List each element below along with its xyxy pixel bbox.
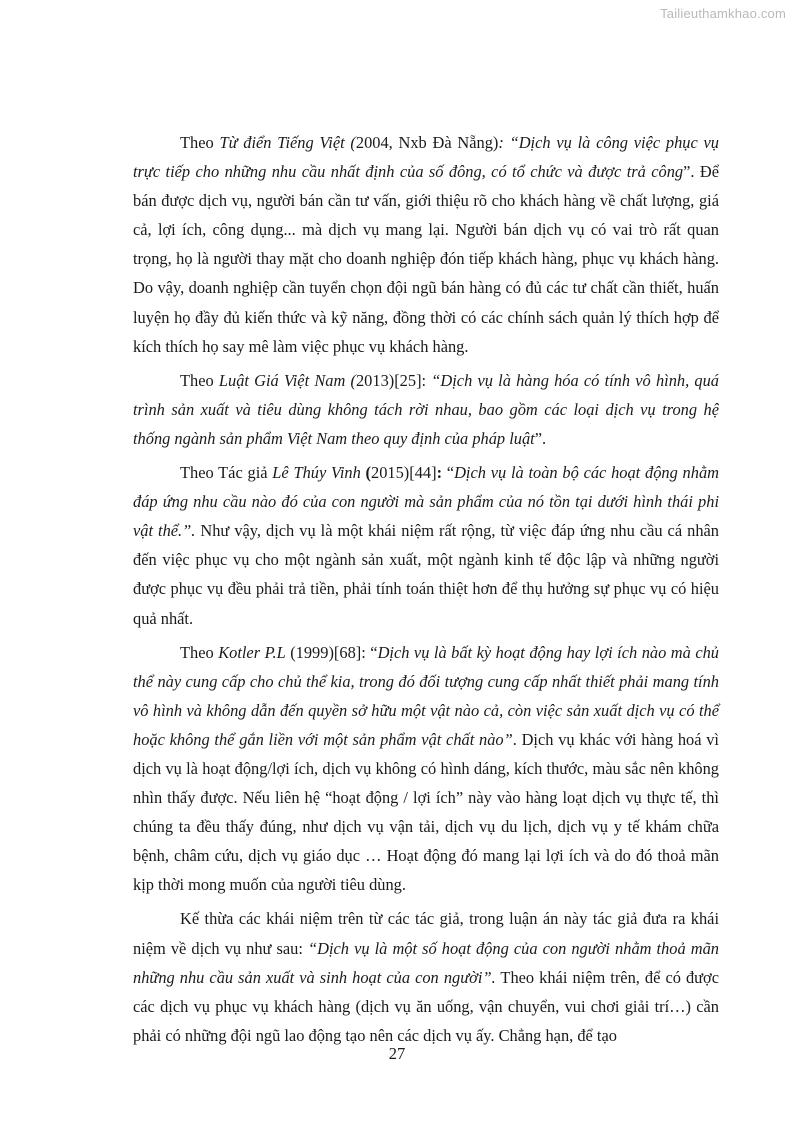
text-segment: Theo	[180, 642, 219, 662]
text-segment: Theo	[180, 370, 219, 390]
text-segment: 2015)[44]	[371, 463, 437, 483]
paragraph-luat-gia	[133, 366, 719, 453]
text-segment: 2004, Nxb Đà Nẵng)	[355, 133, 499, 152]
text-segment: Theo Tác giả	[180, 463, 273, 483]
text-segment: (1999)[68]: “	[285, 642, 378, 662]
watermark: Tailieuthamkhao.com	[660, 6, 786, 21]
italic-text-segment: Lê Thúy Vinh	[272, 463, 361, 483]
italic-text-segment: : “Dịch vụ là công việc phục vụ trực tiếp cho những nhu cầu nhất định của số đông, có tổ chức và được trả công	[133, 133, 719, 182]
italic-text-segment: Kotler P.L	[218, 642, 286, 662]
bold-text-segment: :	[436, 463, 447, 483]
page-number: 27	[388, 1044, 406, 1063]
bold-text-segment: (	[365, 463, 372, 483]
text-segment: Theo	[180, 133, 220, 152]
text-segment: Kế thừa các khái niệm trên từ các tác giả, trong luận án này tác giả đưa ra khái niệm về dịch vụ như sau:	[133, 909, 719, 958]
italic-text-segment: “Dịch vụ là một số hoạt động của con người nhằm thoả mãn những nhu cầu sản xuất và sinh hoạt của con người”.	[133, 938, 719, 987]
text-segment: ”.	[534, 428, 547, 448]
text-segment: Theo khái niệm trên, để có được các dịch vụ phục vụ khách hàng (dịch vụ ăn uống, vận chuyển, vui chơi giải trí…) cần phải có những đội ngũ lao động tạo nên các dịch vụ ấy. Chẳng hạn, để tạo	[133, 967, 720, 1045]
paragraph-ke-thua	[133, 904, 719, 1049]
italic-text-segment: “Dịch vụ là hàng hóa có tính vô hình, quá trình sản xuất và tiêu dùng không tách rời nhau, bao gồm các loại dịch vụ trong hệ thống ngành sản phẩm Việt Nam theo quy định của pháp luật	[133, 370, 719, 448]
text-segment: “	[446, 463, 455, 483]
italic-text-segment: Từ điển Tiếng Việt (	[219, 133, 356, 152]
paragraph-tu-dien	[133, 128, 719, 361]
document-body	[133, 128, 719, 1055]
italic-text-segment: Luật Giá Việt Nam (	[218, 370, 356, 390]
italic-text-segment: Dịch vụ là bất kỳ hoạt động hay lợi ích nào mà chủ thể này cung cấp cho chủ thể kia, trong đó đối tượng cung cấp nhất thiết phải mang tính vô hình và không dẫn đến quyền sở hữu một vật nào cả, còn việc sản xuất dịch vụ có thể hoặc không thể gắn liền với một sản phẩm vật chất nào”	[133, 642, 719, 749]
text-segment: Như vậy, dịch vụ là một khái niệm rất rộng, từ việc đáp ứng nhu cầu cá nhân đến việc phục vụ cho một ngành sản xuất, một ngành kinh tế độc lập và những người được phục vụ đều phải trả tiền, phải tính toán thiệt hơn để thụ hưởng sự phục vụ có hiệu quả nhất.	[133, 521, 719, 628]
text-segment: 2013)[25]:	[355, 370, 432, 390]
text-segment: ”. Để bán được dịch vụ, người bán cần tư vấn, giới thiệu rõ cho khách hàng về chất lượng, giá cả, lợi ích, công dụng... mà dịch vụ mang lại. Người bán dịch vụ có vai trò rất quan trọng, họ là người thay mặt cho doanh nghiệp đón tiếp khách hàng, phục vụ khách hàng. Do vậy, doanh nghiệp cần tuyển chọn đội ngũ bán hàng có đủ các tư chất cần thiết, huấn luyện họ đầy đủ kiến thức và kỹ năng, đồng thời có các chính sách quản lý thích hợp để kích thích họ say mê làm việc phục vụ khách hàng.	[133, 162, 719, 356]
paragraph-le-thuy-vinh	[133, 458, 719, 633]
paragraph-kotler	[133, 638, 719, 900]
italic-text-segment: Dịch vụ là toàn bộ các hoạt động nhằm đáp ứng nhu cầu nào đó của con người mà sản phẩm của nó tồn tại dưới hình thái phi vật thể.”.	[133, 463, 719, 541]
text-segment: . Dịch vụ khác với hàng hoá vì dịch vụ là hoạt động/lợi ích, dịch vụ không có hình dáng, kích thước, màu sắc nên không nhìn thấy được. Nếu liên hệ “hoạt động / lợi ích” này vào hàng loạt dịch vụ thực tế, thì chúng ta đều thấy đúng, như dịch vụ vận tải, dịch vụ du lịch, dịch vụ y tế khám chữa bệnh, châm cứu, dịch vụ giáo dục … Hoạt động đó mang lại lợi ích và do đó thoả mãn kịp thời mong muốn của người tiêu dùng.	[133, 729, 719, 895]
